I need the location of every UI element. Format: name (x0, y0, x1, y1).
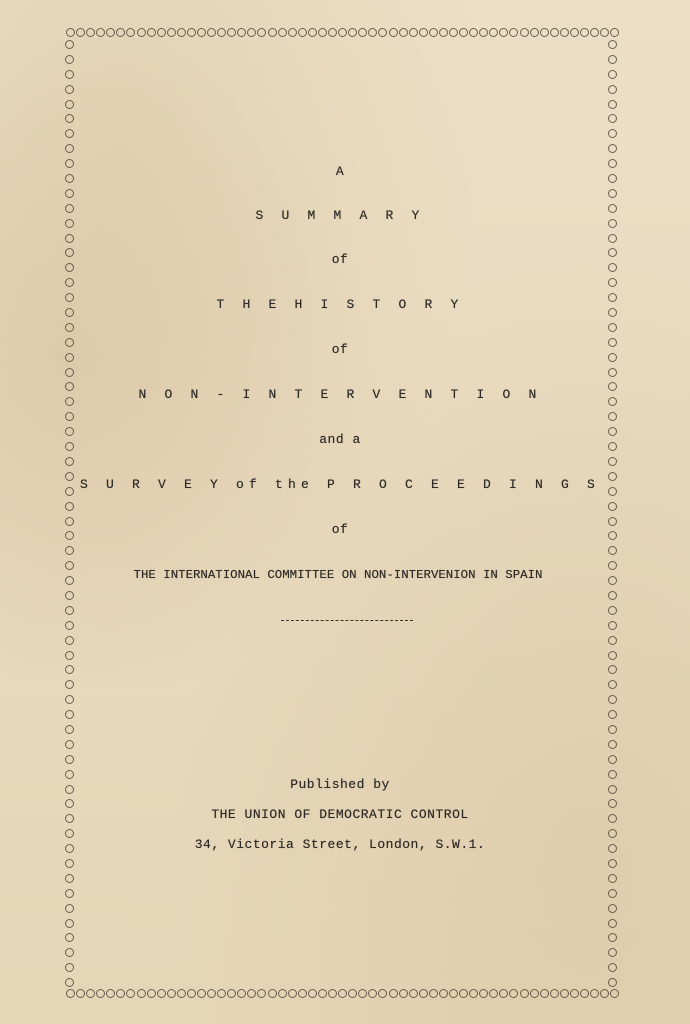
typed-border-left (64, 40, 75, 988)
border-ring-icon (608, 606, 617, 615)
border-ring-icon (608, 40, 617, 49)
border-ring-icon (126, 28, 135, 37)
border-ring-icon (608, 114, 617, 123)
border-ring-icon (137, 989, 146, 998)
border-ring-icon (147, 989, 156, 998)
border-ring-icon (65, 919, 74, 928)
border-ring-icon (65, 948, 74, 957)
border-ring-icon (608, 502, 617, 511)
border-ring-icon (439, 28, 448, 37)
border-ring-icon (378, 28, 387, 37)
border-ring-icon (65, 814, 74, 823)
border-ring-icon (65, 904, 74, 913)
border-ring-icon (65, 517, 74, 526)
border-ring-icon (580, 28, 589, 37)
border-ring-icon (65, 70, 74, 79)
border-ring-icon (65, 427, 74, 436)
border-ring-icon (608, 561, 617, 570)
border-ring-icon (65, 636, 74, 645)
border-ring-icon (116, 989, 125, 998)
border-ring-icon (157, 28, 166, 37)
title-survey-of-the-proceedings: S U R V E Y of the P R O C E E D I N G S (80, 477, 601, 492)
border-ring-icon (65, 621, 74, 630)
border-ring-icon (399, 989, 408, 998)
border-ring-icon (65, 457, 74, 466)
border-ring-icon (227, 989, 236, 998)
border-ring-icon (65, 278, 74, 287)
title-summary: S U M M A R Y (255, 208, 425, 223)
border-ring-icon (608, 278, 617, 287)
border-ring-icon (65, 844, 74, 853)
border-ring-icon (608, 919, 617, 928)
border-ring-icon (308, 989, 317, 998)
border-ring-icon (65, 442, 74, 451)
border-ring-icon (65, 114, 74, 123)
border-ring-icon (600, 989, 609, 998)
typed-border-bottom (66, 989, 620, 1000)
border-ring-icon (177, 989, 186, 998)
border-ring-icon (608, 442, 617, 451)
border-ring-icon (338, 989, 347, 998)
border-ring-icon (65, 472, 74, 481)
border-ring-icon (278, 28, 287, 37)
border-ring-icon (608, 338, 617, 347)
border-ring-icon (65, 189, 74, 198)
border-ring-icon (65, 978, 74, 987)
border-ring-icon (65, 397, 74, 406)
border-ring-icon (608, 829, 617, 838)
border-ring-icon (608, 234, 617, 243)
border-ring-icon (610, 989, 619, 998)
border-ring-icon (590, 989, 599, 998)
border-ring-icon (65, 323, 74, 332)
border-ring-icon (608, 665, 617, 674)
border-ring-icon (65, 561, 74, 570)
border-ring-icon (608, 159, 617, 168)
border-ring-icon (570, 989, 579, 998)
published-by: Published by (290, 777, 390, 792)
border-ring-icon (65, 129, 74, 138)
border-ring-icon (65, 770, 74, 779)
border-ring-icon (608, 636, 617, 645)
border-ring-icon (65, 799, 74, 808)
border-ring-icon (65, 487, 74, 496)
border-ring-icon (608, 85, 617, 94)
border-ring-icon (237, 28, 246, 37)
border-ring-icon (358, 989, 367, 998)
border-ring-icon (459, 989, 468, 998)
border-ring-icon (288, 28, 297, 37)
border-ring-icon (509, 28, 518, 37)
border-ring-icon (96, 28, 105, 37)
border-ring-icon (157, 989, 166, 998)
border-ring-icon (608, 219, 617, 228)
border-ring-icon (298, 28, 307, 37)
border-ring-icon (608, 293, 617, 302)
border-ring-icon (608, 933, 617, 942)
border-ring-icon (278, 989, 287, 998)
title-non-intervention: N O N - I N T E R V E N T I O N (138, 387, 542, 402)
border-ring-icon (389, 989, 398, 998)
border-ring-icon (65, 531, 74, 540)
border-ring-icon (65, 963, 74, 972)
border-ring-icon (65, 85, 74, 94)
border-ring-icon (65, 680, 74, 689)
border-ring-icon (65, 665, 74, 674)
border-ring-icon (137, 28, 146, 37)
border-ring-icon (65, 219, 74, 228)
border-ring-icon (65, 353, 74, 362)
typed-border-right (607, 40, 618, 988)
border-ring-icon (489, 989, 498, 998)
border-ring-icon (608, 785, 617, 794)
border-ring-icon (76, 989, 85, 998)
border-ring-icon (368, 989, 377, 998)
border-ring-icon (608, 487, 617, 496)
border-ring-icon (459, 28, 468, 37)
border-ring-icon (318, 28, 327, 37)
border-ring-icon (550, 989, 559, 998)
border-ring-icon (608, 799, 617, 808)
border-ring-icon (608, 978, 617, 987)
border-ring-icon (217, 28, 226, 37)
border-ring-icon (580, 989, 589, 998)
border-ring-icon (268, 28, 277, 37)
border-ring-icon (116, 28, 125, 37)
border-ring-icon (247, 989, 256, 998)
border-ring-icon (439, 989, 448, 998)
border-ring-icon (65, 55, 74, 64)
border-ring-icon (65, 412, 74, 421)
border-ring-icon (65, 293, 74, 302)
border-ring-icon (608, 591, 617, 600)
border-ring-icon (540, 989, 549, 998)
border-ring-icon (86, 989, 95, 998)
border-ring-icon (65, 889, 74, 898)
border-ring-icon (530, 989, 539, 998)
border-ring-icon (65, 695, 74, 704)
border-ring-icon (318, 989, 327, 998)
border-ring-icon (479, 989, 488, 998)
border-ring-icon (608, 323, 617, 332)
border-ring-icon (608, 308, 617, 317)
border-ring-icon (608, 204, 617, 213)
border-ring-icon (608, 472, 617, 481)
border-ring-icon (608, 174, 617, 183)
border-ring-icon (608, 680, 617, 689)
border-ring-icon (608, 55, 617, 64)
border-ring-icon (590, 28, 599, 37)
border-ring-icon (608, 576, 617, 585)
border-ring-icon (608, 517, 617, 526)
border-ring-icon (65, 933, 74, 942)
border-ring-icon (469, 989, 478, 998)
border-ring-icon (65, 368, 74, 377)
border-ring-icon (608, 100, 617, 109)
border-ring-icon (65, 859, 74, 868)
border-ring-icon (608, 457, 617, 466)
border-ring-icon (409, 989, 418, 998)
border-ring-icon (378, 989, 387, 998)
border-ring-icon (86, 28, 95, 37)
typed-border-top (66, 28, 620, 39)
border-ring-icon (479, 28, 488, 37)
border-ring-icon (65, 591, 74, 600)
border-ring-icon (65, 740, 74, 749)
border-ring-icon (65, 382, 74, 391)
border-ring-icon (530, 28, 539, 37)
border-ring-icon (429, 28, 438, 37)
border-ring-icon (608, 353, 617, 362)
title-of-1: of (331, 252, 349, 267)
border-ring-icon (608, 889, 617, 898)
border-ring-icon (358, 28, 367, 37)
border-ring-icon (65, 338, 74, 347)
border-ring-icon (106, 28, 115, 37)
border-ring-icon (65, 248, 74, 257)
border-ring-icon (399, 28, 408, 37)
border-ring-icon (187, 28, 196, 37)
border-ring-icon (247, 28, 256, 37)
border-ring-icon (550, 28, 559, 37)
border-ring-icon (65, 755, 74, 764)
border-ring-icon (65, 159, 74, 168)
border-ring-icon (65, 174, 74, 183)
border-ring-icon (449, 28, 458, 37)
border-ring-icon (65, 40, 74, 49)
border-ring-icon (608, 129, 617, 138)
border-ring-icon (419, 28, 428, 37)
border-ring-icon (608, 814, 617, 823)
border-ring-icon (96, 989, 105, 998)
border-ring-icon (608, 710, 617, 719)
border-ring-icon (187, 989, 196, 998)
border-ring-icon (65, 874, 74, 883)
border-ring-icon (608, 546, 617, 555)
border-ring-icon (147, 28, 156, 37)
border-ring-icon (409, 28, 418, 37)
border-ring-icon (608, 770, 617, 779)
border-ring-icon (338, 28, 347, 37)
border-ring-icon (65, 710, 74, 719)
border-ring-icon (207, 989, 216, 998)
border-ring-icon (257, 989, 266, 998)
border-ring-icon (449, 989, 458, 998)
border-ring-icon (608, 382, 617, 391)
border-ring-icon (65, 263, 74, 272)
border-ring-icon (608, 368, 617, 377)
border-ring-icon (328, 989, 337, 998)
border-ring-icon (328, 28, 337, 37)
border-ring-icon (348, 989, 357, 998)
border-ring-icon (65, 234, 74, 243)
border-ring-icon (489, 28, 498, 37)
border-ring-icon (610, 28, 619, 37)
border-ring-icon (419, 989, 428, 998)
border-ring-icon (608, 755, 617, 764)
border-ring-icon (469, 28, 478, 37)
border-ring-icon (207, 28, 216, 37)
publisher-address: 34, Victoria Street, London, S.W.1. (194, 837, 486, 852)
border-ring-icon (608, 427, 617, 436)
border-ring-icon (499, 989, 508, 998)
border-ring-icon (237, 989, 246, 998)
border-ring-icon (608, 948, 617, 957)
border-ring-icon (197, 28, 206, 37)
border-ring-icon (608, 144, 617, 153)
border-ring-icon (608, 189, 617, 198)
border-ring-icon (348, 28, 357, 37)
border-ring-icon (65, 144, 74, 153)
border-ring-icon (65, 829, 74, 838)
border-ring-icon (608, 874, 617, 883)
border-ring-icon (217, 989, 226, 998)
border-ring-icon (608, 651, 617, 660)
border-ring-icon (540, 28, 549, 37)
border-ring-icon (65, 606, 74, 615)
border-ring-icon (499, 28, 508, 37)
border-ring-icon (65, 204, 74, 213)
border-ring-icon (608, 397, 617, 406)
border-ring-icon (167, 28, 176, 37)
title-committee: THE INTERNATIONAL COMMITTEE ON NON-INTERVENION IN SPAIN (133, 568, 543, 582)
border-ring-icon (308, 28, 317, 37)
border-ring-icon (608, 844, 617, 853)
title-article: A (335, 164, 345, 179)
border-ring-icon (106, 989, 115, 998)
publisher-name: THE UNION OF DEMOCRATIC CONTROL (211, 807, 469, 822)
border-ring-icon (560, 28, 569, 37)
border-ring-icon (600, 28, 609, 37)
border-ring-icon (66, 989, 75, 998)
border-ring-icon (126, 989, 135, 998)
border-ring-icon (608, 963, 617, 972)
border-ring-icon (197, 989, 206, 998)
border-ring-icon (65, 785, 74, 794)
border-ring-icon (268, 989, 277, 998)
border-ring-icon (65, 308, 74, 317)
border-ring-icon (608, 263, 617, 272)
border-ring-icon (608, 904, 617, 913)
border-ring-icon (608, 621, 617, 630)
border-ring-icon (227, 28, 236, 37)
border-ring-icon (608, 531, 617, 540)
border-ring-icon (429, 989, 438, 998)
border-ring-icon (65, 651, 74, 660)
border-ring-icon (177, 28, 186, 37)
title-divider-rule (281, 620, 413, 621)
title-of-2: of (331, 342, 349, 357)
border-ring-icon (65, 100, 74, 109)
border-ring-icon (167, 989, 176, 998)
border-ring-icon (608, 412, 617, 421)
border-ring-icon (65, 576, 74, 585)
border-ring-icon (298, 989, 307, 998)
border-ring-icon (368, 28, 377, 37)
border-ring-icon (509, 989, 518, 998)
title-of-3: of (331, 522, 349, 537)
border-ring-icon (608, 740, 617, 749)
border-ring-icon (288, 989, 297, 998)
title-and-a: and a (319, 432, 361, 447)
border-ring-icon (608, 248, 617, 257)
border-ring-icon (257, 28, 266, 37)
title-the-history: T H E H I S T O R Y (216, 297, 464, 312)
border-ring-icon (608, 695, 617, 704)
border-ring-icon (389, 28, 398, 37)
border-ring-icon (608, 70, 617, 79)
border-ring-icon (76, 28, 85, 37)
border-ring-icon (520, 28, 529, 37)
border-ring-icon (65, 502, 74, 511)
border-ring-icon (608, 725, 617, 734)
border-ring-icon (66, 28, 75, 37)
border-ring-icon (560, 989, 569, 998)
border-ring-icon (65, 546, 74, 555)
border-ring-icon (65, 725, 74, 734)
border-ring-icon (570, 28, 579, 37)
border-ring-icon (520, 989, 529, 998)
border-ring-icon (608, 859, 617, 868)
